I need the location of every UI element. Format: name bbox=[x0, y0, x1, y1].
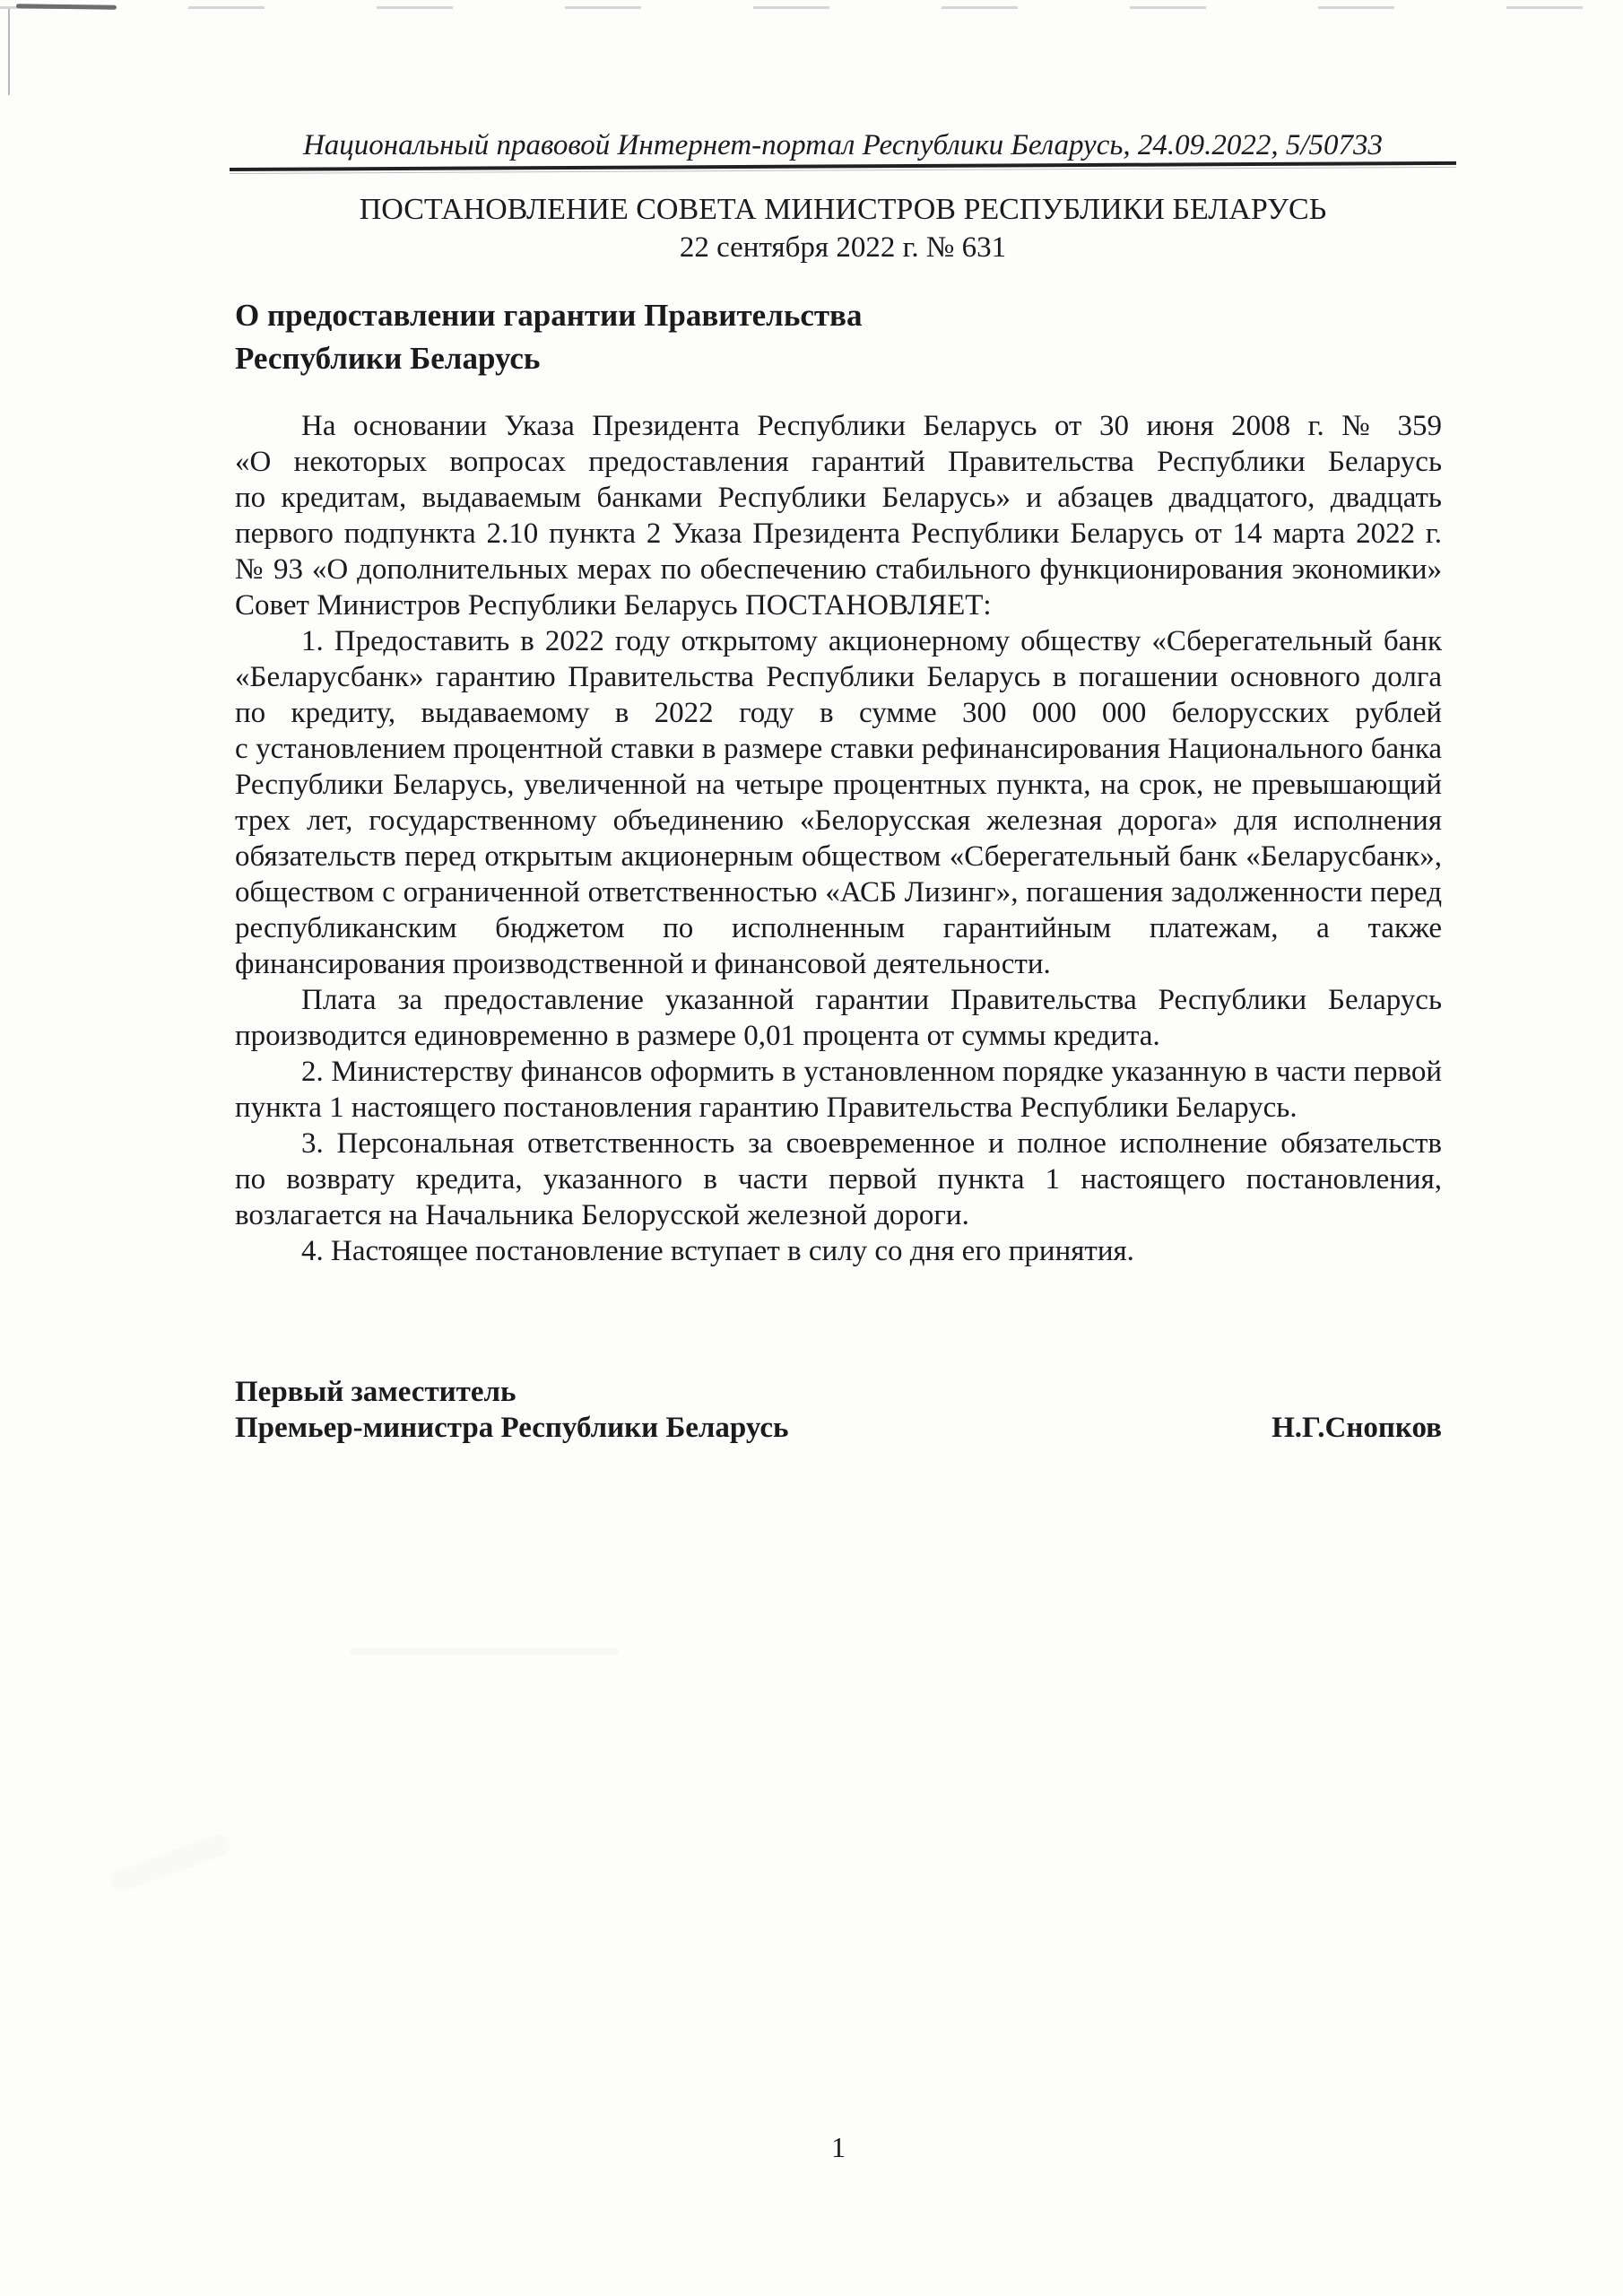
document-title-line-2: Республики Беларусь bbox=[235, 341, 541, 376]
decree-heading: ПОСТАНОВЛЕНИЕ СОВЕТА МИНИСТРОВ РЕСПУБЛИКИ БЕЛАРУСЬ bbox=[359, 193, 1327, 226]
scan-smudge bbox=[350, 1648, 619, 1655]
signer-role-line-1: Первый заместитель bbox=[235, 1376, 516, 1408]
paragraph-point-2: 2. Министерству финансов оформить в установленном порядке указанную в части первой пункта 1 настоящего постановления гарантию Правительства Республики Беларусь. bbox=[235, 1056, 1442, 1124]
signer-role-line-2: Премьер-министра Республики Беларусь bbox=[235, 1412, 789, 1444]
portal-header-line: Национальный правовой Интернет-портал Республики Беларусь, 24.09.2022, 5/50733 bbox=[302, 129, 1384, 161]
paragraph-point-1: 1. Предоставить в 2022 году открытому акционерному обществу «Сберегательный банк «Беларусбанк» гарантию Правительства Республики Беларусь в погашении основного долга по кредиту, выдаваемому в 2022 году в сумме 300 000 000 белорусских рублей с установлением процентной ставки в размере ставки рефинансирования Национального банка Республики Беларусь, увеличенной на четыре процентных пункта, на срок, не превышающий трех лет, государственному объединению «Белорусская железная дорога» для исполнения обязательств перед открытым акционерным обществом «Сберегательный банк «Беларусбанк», обществом с ограниченной ответственностью «АСБ Лизинг», погашения задолженности перед республиканским бюджетом по исполненным гарантийным платежам, а также финансирования производственной и финансовой деятельности. bbox=[235, 625, 1442, 980]
scan-smudge bbox=[108, 1831, 233, 1894]
decree-date-number: 22 сентября 2022 г. № 631 bbox=[679, 231, 1007, 264]
page-number: 1 bbox=[831, 2131, 846, 2163]
signature-block bbox=[235, 1374, 1442, 1446]
scan-artifact-top-line bbox=[0, 6, 1623, 9]
document-title bbox=[235, 294, 1221, 380]
paragraph-point-3: 3. Персональная ответственность за своевременное и полное исполнение обязательств по возврату кредита, указанного в части первой пункта 1 настоящего постановления, возлагается на Начальника Белорусской железной дороги. bbox=[235, 1127, 1442, 1231]
signer-name: Н.Г.Снопков bbox=[1271, 1412, 1442, 1444]
paragraph-preamble: На основании Указа Президента Республики Беларусь от 30 июня 2008 г. № 359 «О некоторых вопросах предоставления гарантий Правительства Республики Беларусь по кредитам, выдаваемым банками Республики Беларусь» и абзацев двадцатого, двадцать первого подпункта 2.10 пункта 2 Указа Президента Республики Беларусь от 14 марта 2022 г. № 93 «О дополнительных мерах по обеспечению стабильного функционирования экономики» Совет Министров Республики Беларусь ПОСТАНОВЛЯЕТ: bbox=[235, 410, 1442, 622]
paragraph-guarantee-fee: Плата за предоставление указанной гарантии Правительства Республики Беларусь производится единовременно в размере 0,01 процента от суммы кредита. bbox=[235, 984, 1442, 1052]
scan-artifact-left-line bbox=[8, 9, 10, 95]
header-rule bbox=[230, 161, 1456, 171]
document-body bbox=[235, 408, 1442, 1269]
document-title-line-1: О предоставлении гарантии Правительства bbox=[235, 298, 863, 333]
paragraph-point-4: 4. Настоящее постановление вступает в силу со дня его принятия. bbox=[301, 1235, 1134, 1267]
